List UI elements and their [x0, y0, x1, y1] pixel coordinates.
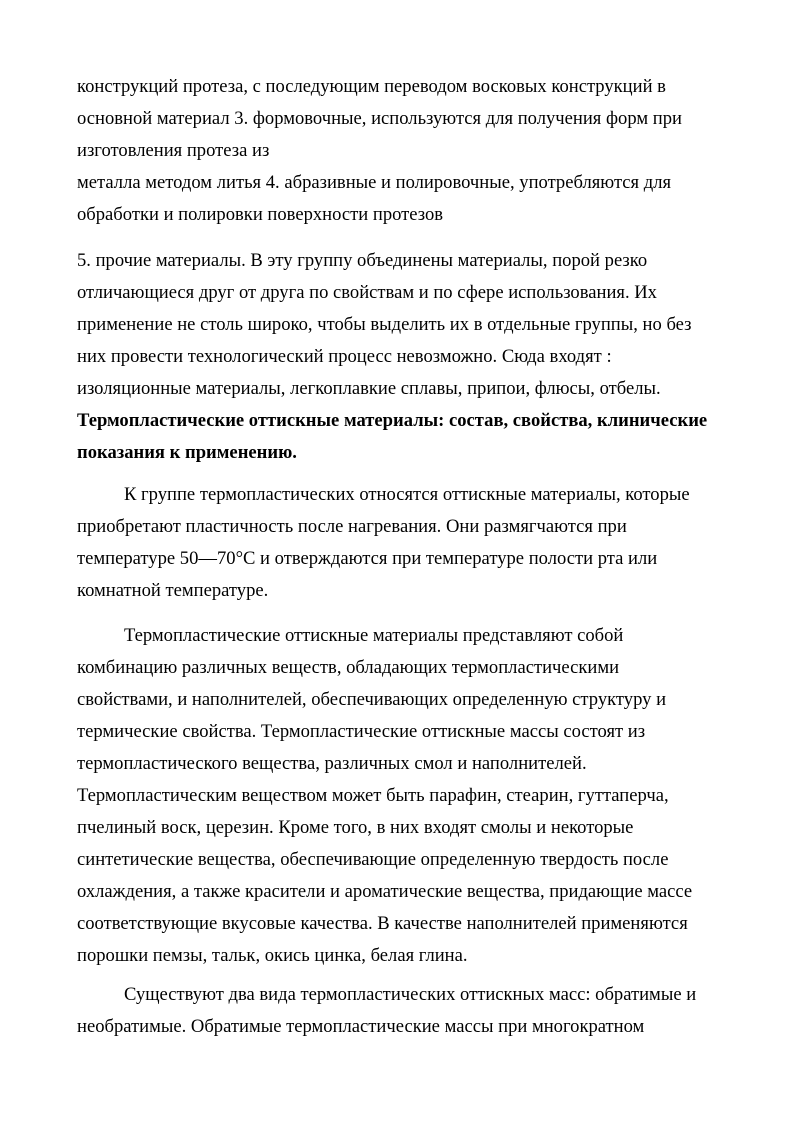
text-line: термопластического вещества, различных смол и наполнителей. — [77, 753, 587, 774]
text-line: изоляционные материалы, легкоплавкие сплавы, припои, флюсы, отбелы. — [77, 378, 661, 399]
text-line: комбинацию различных веществ, обладающих термопластическими — [77, 657, 620, 678]
text-line: Существуют два вида термопластических оттискных масс: обратимые и — [124, 984, 697, 1005]
text-line: приобретают пластичность после нагревания. Они размягчаются при — [77, 516, 627, 537]
text-line: соответствующие вкусовые качества. В качестве наполнителей применяются — [77, 913, 688, 934]
text-line: необратимые. Обратимые термопластические массы при многократном — [77, 1016, 645, 1037]
text-line: отличающиеся друг от друга по свойствам и по сфере использования. Их — [77, 282, 657, 303]
text-line: Термопластические оттискные материалы представляют собой — [124, 625, 624, 646]
text-line: металла методом литья 4. абразивные и полировочные, употребляются для — [77, 172, 672, 193]
text-line: них провести технологический процесс невозможно. Сюда входят : — [77, 346, 612, 367]
text-line: термические свойства. Термопластические оттискные массы состоят из — [77, 721, 646, 742]
text-line: изготовления протеза из — [77, 140, 270, 161]
text-line: К группе термопластических относятся оттискные материалы, которые — [124, 484, 690, 505]
text-line: конструкций протеза, с последующим переводом восковых конструкций в — [77, 76, 666, 97]
text-line: пчелиный воск, церезин. Кроме того, в них входят смолы и некоторые — [77, 817, 634, 838]
text-line: Термопластическим веществом может быть парафин, стеарин, гуттаперча, — [77, 785, 669, 806]
text-line: применение не столь широко, чтобы выделить их в отдельные группы, но без — [77, 314, 692, 335]
text-line: обработки и полировки поверхности протезов — [77, 204, 444, 225]
text-line: охлаждения, а также красители и ароматические вещества, придающие массе — [77, 881, 693, 902]
text-line: комнатной температуре. — [77, 580, 269, 601]
text-line: основной материал 3. формовочные, используются для получения форм при — [77, 108, 682, 129]
text-line: 5. прочие материалы. В эту группу объединены материалы, порой резко — [77, 250, 648, 271]
section-heading: показания к применению. — [77, 442, 297, 463]
text-line: синтетические вещества, обеспечивающие определенную твердость после — [77, 849, 669, 870]
text-line: порошки пемзы, тальк, окись цинка, белая глина. — [77, 945, 468, 966]
text-line: свойствами, и наполнителей, обеспечивающих определенную структуру и — [77, 689, 667, 710]
text-line: температуре 50—70°С и отверждаются при температуре полости рта или — [77, 548, 658, 569]
section-heading: Термопластические оттискные материалы: состав, свойства, клинические — [77, 410, 708, 431]
